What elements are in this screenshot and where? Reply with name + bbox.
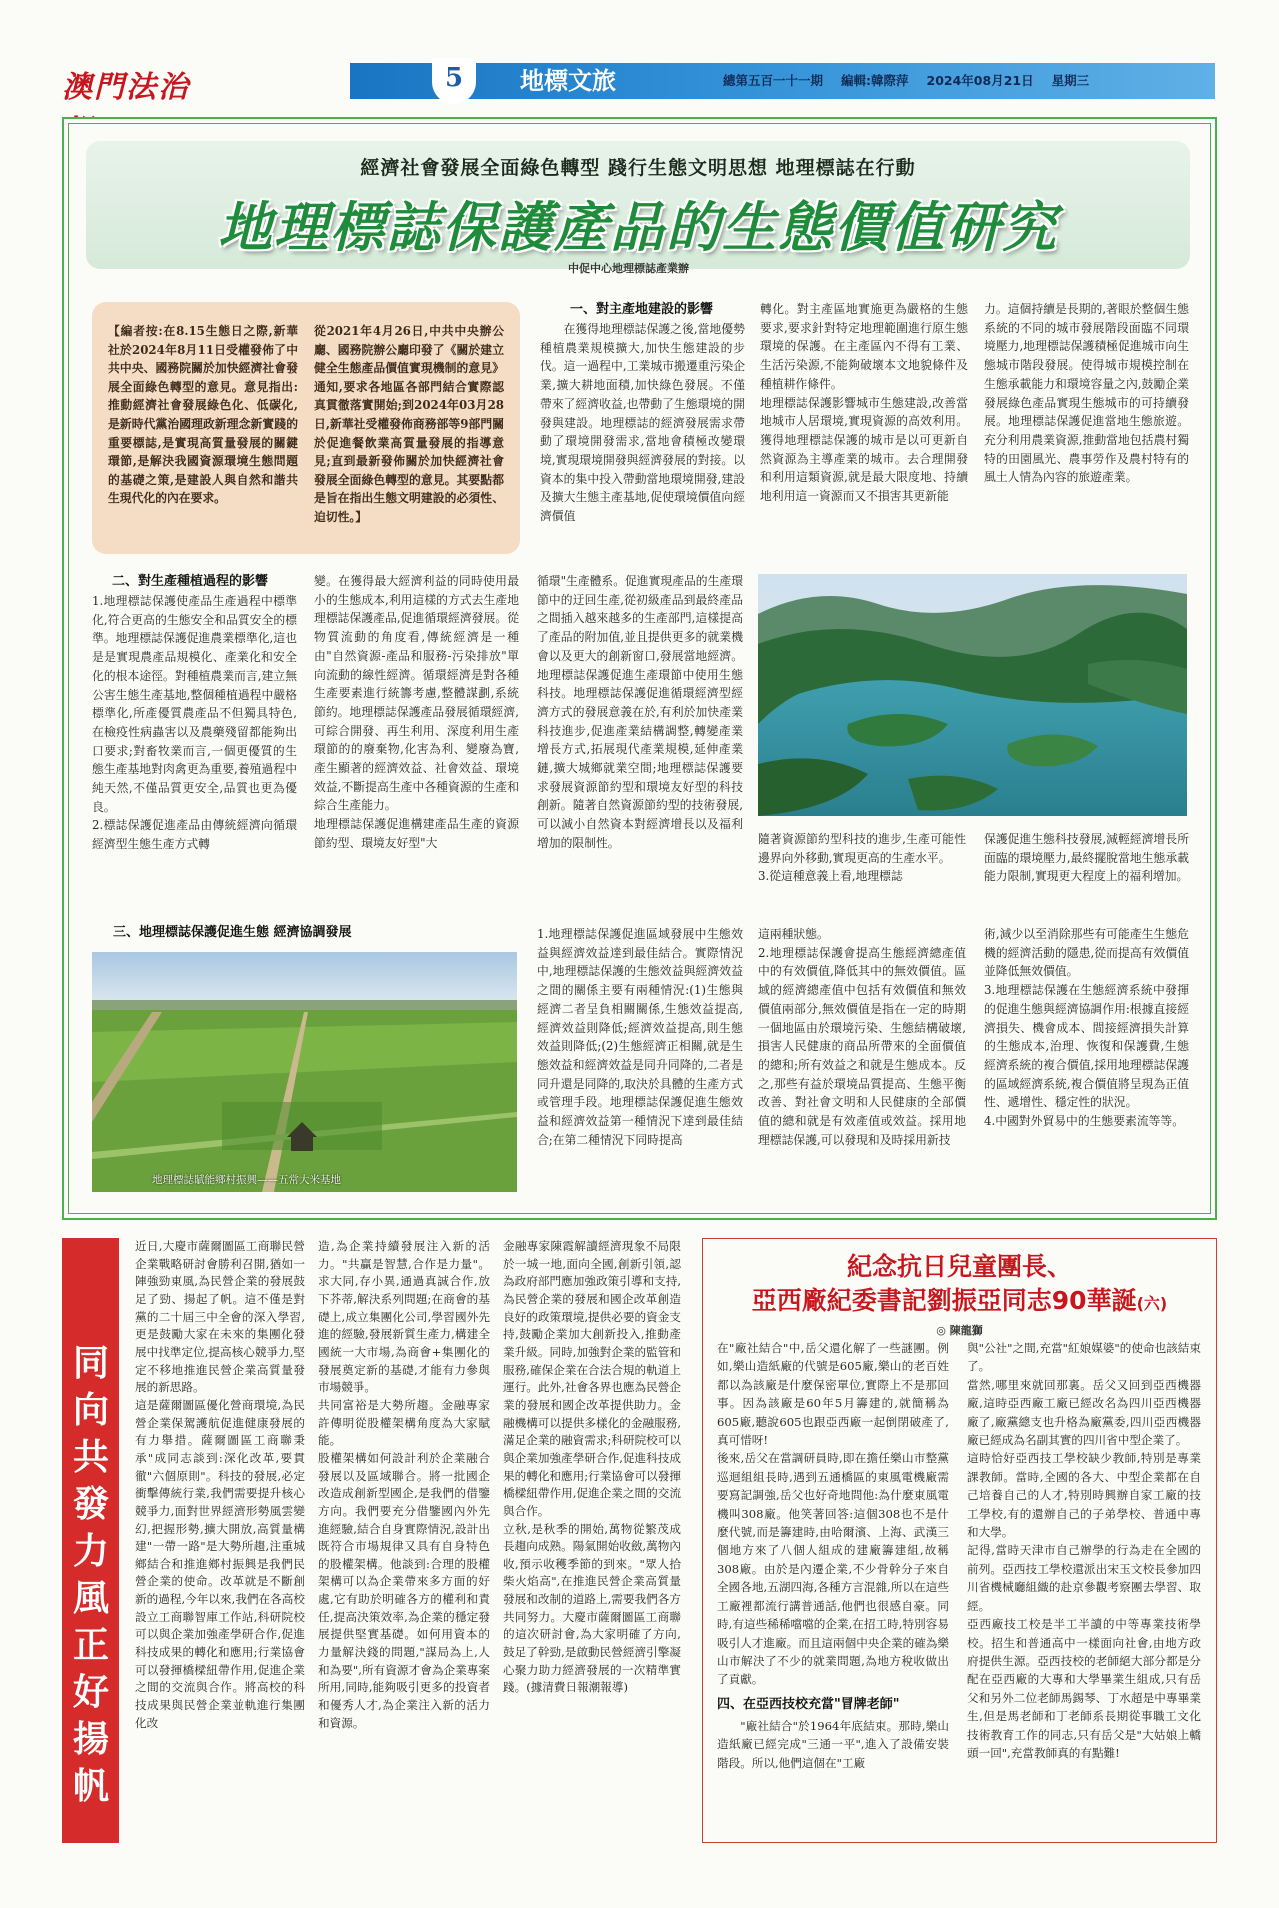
headline: 地理標誌保護產品的生態價值研究 <box>218 196 1058 259</box>
section-title: 地標文旅 <box>520 67 616 95</box>
editor-note-text-1: 【編者按:在8.15生態日之際,新華社於2024年8月11日受權發佈了中共中央、國務院關於加快經濟社會發展全面綠色轉型的意見。意見指出:推動經濟社會發展綠色化、低碳化,是新時代黨治國理政新理念新實踐的重要標誌,是實現高質量發展的關鍵環節,是解決我國資源環境生態問題的基礎之策,是建設人與自然和諧共生現代化的內在要求。 <box>108 324 298 506</box>
page-number: 5 <box>432 58 476 104</box>
memorial-column: 在"廠社結合"中,岳父還化解了一些謎團。例如,樂山造紙廠的代號是605廠,樂山的老百姓都以為該廠是什麼保密單位,實際上不是那回事。因為該廠是60年5月籌建的,就簡稱為605廠,聽說605也跟亞西廠一起倒閉破產了,真可惜呀! 後來,岳父在當調研員時,即在擔任樂山市整黨巡迴組組長時,遇到五通橋區的東風電機廠需要寫記調強,岳父也好奇地問他:為什麼東風電機叫308廠。他笑著回答:這個308也不是什麼代號,而是籌建時,由哈爾濱、上海、武漢三個地方來了八個人組成的建廠籌建組,故稱308廠。由於是內遷企業,不少骨幹分子來自全國各地,五湖四海,各種方言混雜,所以在這些工廠裡都流行講普通話,他們也很感自豪。同時,有這些稀稀噹噹的企業,在招工時,特別容易吸引人才進廠。而且這兩個中央企業的確為樂山市解決了不少的就業問題,為地方稅收做出了貢獻。 <box>717 1341 949 1687</box>
heading-3: 三、地理標誌保護促進生態 經濟協調發展 <box>113 925 352 940</box>
memorial-author: ◎ 陳龍獅 <box>936 1324 983 1337</box>
sidebar-title: 同向共發力 風正好揚帆 <box>72 1343 109 1807</box>
editor: 編輯:韓際萍 <box>841 73 909 88</box>
news-column: 造,為企業持續發展注入新的活力。"共贏是智慧,合作是力量"。求大同,存小異,通過真誠合作,放下芥蒂,解決系列問題;在商會的基礎上,成立集團化公司,學習國外先進的經驗,發展新質生產力,構建全國統一大市場,為商會+集團化的發展奠定新的基礎,才能有力參與市場競爭。 共同富裕是大勢所趨。金融專家許傳明從股權架構角度為大家賦能。 股權架構如何設計利於企業融合發展以及區域聯合。將一批國企改造成創新型國企,是我們的借鑒方向。我們要充分借鑒國內外先進經驗,結合自身實際情況,設計出既符合市場規律又具有自身特色的股權架構。他談到:合理的股權架構可以為企業帶來多方面的好處,它有助於明確各方的權利和責任,提高決策效率,為企業的穩定發展提供堅實基礎。如何用資本的力量解決錢的問題,"謀局為上,人和為要",所有資源才會為企業專案所用,同時,能夠吸引更多的投資者和優秀人才,為企業注入新的活力和資源。 <box>318 1239 490 1730</box>
article-column: 這兩種狀態。 2.地理標誌保護會提高生態經濟總產值中的有效價值,降低其中的無效價值。區域的經濟總產值中包括有效價值和無效價值兩部分,無效價值是指在一定的時期一個地區由於環境污染、生態結構破壞,損害人民健康的商品所帶來的全面價值的總和;所有效益之和就是生態成本。反之,那些有益於環境品質提高、生態平衡改善、對社會文明和人民健康的全部價值的總和就是有效產值或效益。採用地理標誌保護,可以發現和及時採用新技 <box>758 927 966 1147</box>
article-column: 隨著資源節約型科技的進步,生產可能性邊界向外移動,實現更高的生產水平。 3.從這種意義上看,地理標誌 <box>758 832 966 884</box>
news-column: 金融專家陳霞解讀經濟現象不局限於一城一地,面向全國,創新引領,認為政府部門應加強政策引導和支持,為民營企業的發展和國企改革創造良好的政策環境,提供必要的資金支持,鼓勵企業加大創新投入,推動產業升級。同時,加強對企業的監管和服務,確保企業在合法合規的軌道上運行。此外,社會各界也應為民營企業的發展和國企改革提供助力。金融機構可以提供多樣化的金融服務,滿足企業的融資需求;科研院校可以與企業加強產學研合作,促進科技成果的轉化和應用;行業協會可以發揮橋樑紐帶作用,促進企業之間的交流與合作。 立秋,是秋季的開始,萬物從繁茂成長趨向成熟。陽氣開始收斂,萬物內收,預示收穫季節的到來。"眾人拾柴火焰高",在推進民營企業高質量發展和改制的道路上,需要我們各方共同努力。大慶市薩爾圖區工商聯的這次研討會,為大家明確了方向,鼓足了幹勁,是啟動民營經濟引擎凝心聚力助力經濟發展的一次精準實踐。(據清費日報潮報導) <box>503 1239 681 1695</box>
issue-info <box>723 63 1107 99</box>
memorial-heading: 四、在亞西技校充當"冒牌老師" <box>717 1696 900 1712</box>
memorial-column: "廠社結合"於1964年底結束。那時,樂山造紙廠已經完成"三通一平",進入了設備安裝階段。所以,他們這個在"工廠 <box>717 1718 949 1770</box>
editor-note-text-2: 從2021年4月26日,中共中央辦公廳、國務院辦公廳印發了《關於建立健全生態產品價值實現機制的意見》通知,要求各地區各部門結合實際認真貫徹落實開始;到2024年03月28日,新華社受權發佈商務部等9部門關於促進餐飲業高質量發展的指導意見;直到最新發佈關於加快經濟社會發展全面綠色轉型的意見。其要點都是旨在指出生態文明建設的必須性、迫切性。】 <box>314 324 504 524</box>
masthead-logo: 澳門法治 <box>62 70 190 105</box>
photo-caption: 地理標誌賦能鄉村振興——五常大米基地 <box>152 1174 341 1186</box>
article-column: 1.地理標誌保護使產品生產過程中標準化,符合更高的生態安全和品質安全的標準。地理標誌保護促進農業標準化,這也是是實現農產品規模化、產業化和安全化的根本途徑。對種植農業而言,建立無公害生態生產基地,整個種植過程中嚴格標準化,所產優質農產品不但獨具特色,在檢疫性病蟲害以及農藥殘留都能夠出口要求;對畜牧業而言,一個更優質的生態生產基地對肉禽更為重要,養殖過程中純天然,不僅品質更安全,品質也更為優良。 2.標誌保護促進產品由傳統經濟向循環經濟型生態生產方式轉 <box>92 594 297 852</box>
farm-photo <box>92 952 517 1192</box>
article-column: 力。這個持續是長期的,著眼於整個生態系統的不同的城市發展階段面臨不同環境壓力,地理標誌保護積極促進城市向生態城市階段發展。使得城市規模控制在生態承載能力和環境容量之內,鼓勵企業發展綠色產品實現生態城市的可持續發展。地理標誌保護促進當地生態旅遊。充分利用農業資源,推動當地包括農村獨特的田園風光、農事勞作及農村特有的風土人情為內容的旅遊產業。 <box>984 302 1189 485</box>
article-column: 保護促進生態科技發展,減輕經濟增長所面臨的環境壓力,最終擺脫當地生態承載能力限制,實現更大程度上的福利增加。 <box>984 832 1189 884</box>
issue-number: 總第五百一十一期 <box>723 73 824 88</box>
weekday: 星期三 <box>1051 73 1090 88</box>
editor-note <box>92 302 520 554</box>
heading-1: 一、對主產地建設的影響 <box>570 302 714 317</box>
news-column: 近日,大慶市薩爾圖區工商聯民營企業戰略研討會勝利召開,猶如一陣強勁東風,為民營企業的發展鼓足了勁、揚起了帆。這不僅是對黨的二十屆三中全會的深入學習,更是鼓勵大家在未來的集團化發展中找準定位,提高核心競爭力,堅定不移地推進民營企業高質量發展的新思路。 這是薩爾圖區優化營商環境,為民營企業保駕護航促進健康發展的有力舉措。薩爾圖區工商聯秉承"成同志談到:深化改革,要貫徹"六個原則"。科技的發展,必定衝擊傳統行業,我們需要提升核心競爭力,面對世界經濟形勢風雲變幻,把握形勢,擴大開放,高質量構建"一帶一路"是大勢所趨,注重城鄉結合和推進鄉村振興是我們民營企業的使命。改革就是不斷創新的過程,今年以來,我們在各高校設立工商聯智庫工作站,科研院校可以與企業加強產學研合作,促進科技成果的轉化和應用;行業協會可以發揮橋樑紐帶作用,促進企業之間的交流與合作。將高校的科技成果與民營企業並軌進行集團化改 <box>135 1239 305 1730</box>
byline: 中促中心地理標誌產業辦 <box>568 262 689 275</box>
article-column: 循環"生產體系。促進實現產品的生產環節中的迂回生產,從初級產品到最終產品之間插入越來越多的生產部門,這樣提高了產品的附加值,並且提供更多的就業機會以及更大的創新窗口,發展當地經濟。地理標誌保護促進生產環節中使用生態科技。地理標誌保護促進循環經濟型經濟方式的發展意義在於,有利於加快產業科技進步,促進產業結構調整,轉變產業增長方式,拓展現代產業規模,延伸產業鏈,擴大城鄉就業空間;地理標誌保護要求發展資源節約型和環境友好型的科技創新。隨著自然資源節約型的技術發展,可以減小自然資本對經濟增長以及福利增加的限制性。 <box>537 574 743 850</box>
article-column: 術,減少以至消除那些有可能產生生態危機的經濟活動的隱患,從而提高有效價值並降低無效價值。 3.地理標誌保護在生態經濟系統中發揮的促進生態與經濟協調作用:根據直接經濟損失、機會成本、間接經濟損失計算的生態成本,治理、恢復和保護費,生態經濟系統的複合價值,採用地理標誌保護的區域經濟系統,複合價值將呈現為正值性、遞增性、穩定性的狀況。 4.中國對外貿易中的生態要素流等等。 <box>984 927 1189 1129</box>
kicker: 經濟社會發展全面綠色轉型 踐行生態文明思想 地理標誌在行動 <box>360 157 916 179</box>
article-column: 在獲得地理標誌保護之後,當地優勢種植農業規模擴大,加快生態建設的步伐。這一過程中,工業城市搬遷重污染企業,擴大耕地面積,加快綠色發展。不僅帶來了經濟收益,也帶動了生態環境的開發與建設。地理標誌的經濟發展需求帶動了環境開發需求,當地會積極改變環境,實現環境開發與經濟發展的對接。以資本的集中投入帶動當地環境開發,建設及擴大生態主產基地,促使環境價值向經濟價值 <box>540 322 745 524</box>
title-box <box>86 141 1190 269</box>
memorial-column: 與"公社"之間,充當"紅娘媒婆"的使命也該結束了。 當然,哪里來就回那裏。岳父又回到亞西機器廠,這時亞西廠工廠已經改名為四川亞西機器廠了,廠黨總支也升格為廠黨委,四川亞西機器廠已經成為名副其實的四川省中型企業了。 這時恰好亞西技工學校缺少教師,特別是專業課教師。當時,全國的各大、中型企業都在自己培養自己的人才,特別時興辦自家工廠的技工學校,有的還辦自己的子弟學校、普通中專和大學。 記得,當時天津市自己辦學的行為走在全國的前列。亞西技工學校還派出宋玉文校長參加四川省機械廳組織的赴京參觀考察團去學習、取經。 亞西廠技工校是半工半讀的中等專業技術學校。招生和普通高中一樣面向社會,由地方政府提供生源。亞西技校的老師絕大部分都是分配在亞西廠的大專和大學畢業生組成,只有岳父和另外二位老師馬錫琴、丁水超是中專畢業生,但是馬老師和丁老師系長期從事職工文化技術教育工作的同志,只有岳父是"大姑娘上轎頭一回",充當教師真的有點難! <box>967 1341 1201 1760</box>
article-column: 變。在獲得最大經濟利益的同時使用最小的生態成本,利用這樣的方式去生產地理標誌保護產品,促進循環經濟發展。從物質流動的角度看,傳統經濟是一種由"自然資源-產品和服務-污染排放"單向流動的線性經濟。循環經濟是對各種生產要素進行統籌考慮,整體謀劃,系統節約。地理標誌保護產品發展循環經濟,可綜合開發、再生利用、深度利用生產環節的的廢棄物,化害為利、變廢為寶,產生顯著的經濟效益、社會效益、環境效益,不斷提高生產中各種資源的生產和綜合生產能力。 地理標誌保護促進構建產品生產的資源節約型、環境友好型"大 <box>314 574 519 850</box>
article-column: 1.地理標誌保護促進區域發展中生態效益與經濟效益達到最佳結合。實際情況中,地理標誌保護的生態效益與經濟效益之間的關係主要有兩種情況:(1)生態與經濟二者呈負相關關係,生態效益提高,經濟效益則降低;經濟效益提高,則生態效益則降低;(2)生態經濟正相關,就是生態效益和經濟效益是同升同降的,二者是同升還是同降的,取決於具體的生產方式或管理手段。地理標誌保護促進生態效益和經濟效益第一種情況下達到最佳結合;在第二種情況下同時提高 <box>537 927 743 1147</box>
heading-2: 二、對生產種植過程的影響 <box>112 574 269 589</box>
memorial-title-line-2 <box>703 1281 1216 1317</box>
article-column: 轉化。對主產區地實施更為嚴格的生態要求,要求針對特定地理範圍進行原生態環境的保護。在主產區內不得有工業、生活污染源,不能夠破壞本文地貌條件及種植耕作條件。 地理標誌保護影響城市生態建設,改善當地城市人居環境,實現資源的高效利用。獲得地理標誌保護的城市是以可更新自然資源為主導產業的城市。去合理開發和利用這類資源,就是最大限度地、持續地利用這一資源而又不損害其更新能 <box>760 302 968 504</box>
memorial-title-text: 亞西廠紀委書記劉振亞同志90華誕 <box>751 1286 1137 1315</box>
sidebar-title-bar <box>62 1238 119 1843</box>
memorial-title-line-1: 紀念抗日兒童團長、 <box>846 1252 1072 1281</box>
issue-date: 2024年08月21日 <box>926 73 1034 88</box>
memorial-part-tag: (六) <box>1136 1294 1168 1313</box>
memorial-article <box>702 1238 1217 1843</box>
lake-photo <box>758 574 1187 816</box>
